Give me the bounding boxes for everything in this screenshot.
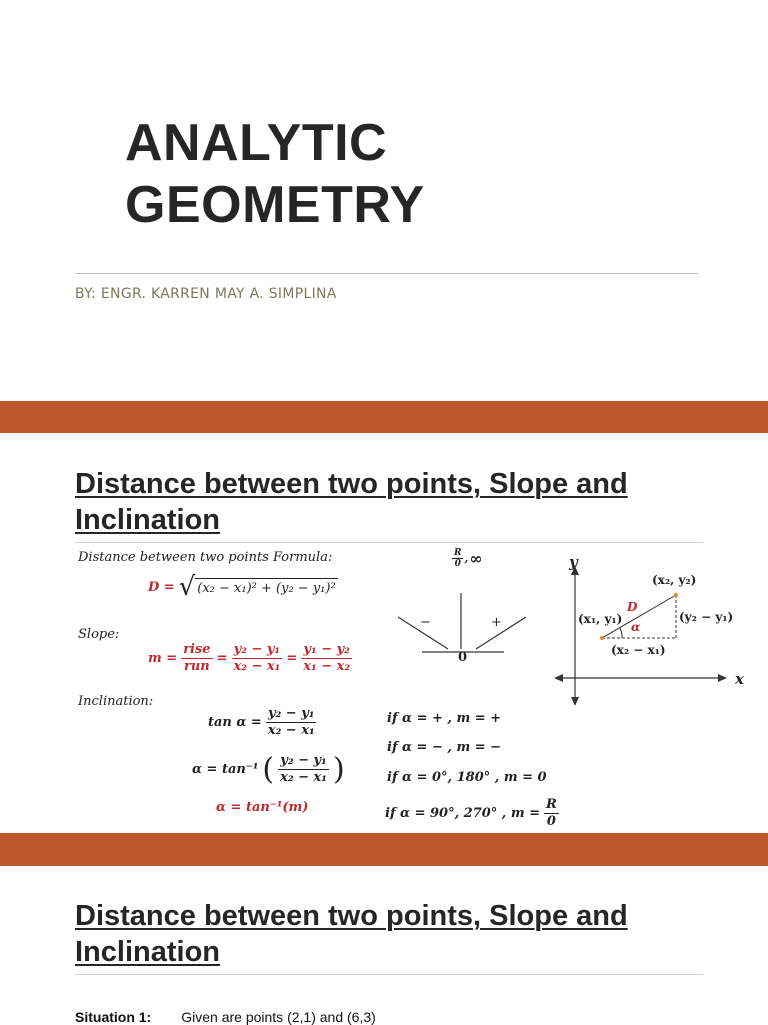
- slide-3-divider: [75, 974, 703, 975]
- y-arrow-down-icon: [571, 697, 579, 706]
- negative-sign-label: −: [420, 615, 431, 630]
- zero-slope-label: 0: [458, 650, 468, 665]
- alpha-formula: [192, 753, 345, 786]
- distance-formula: [148, 574, 338, 600]
- vertical-slope-label: [452, 548, 483, 569]
- tan-formula: [208, 706, 317, 739]
- equals-sign: =: [216, 651, 228, 666]
- slide-separator-band: [0, 833, 768, 866]
- paren-left: (: [262, 751, 275, 787]
- point-1-marker: [600, 636, 604, 640]
- y-axis-label: y: [569, 553, 578, 571]
- title-divider: [75, 273, 698, 274]
- slide-3-title-line-1: Distance between two points, Slope and: [75, 900, 628, 932]
- point-1-label: (x₁, y₁): [578, 612, 623, 626]
- rise: rise: [183, 642, 211, 657]
- r-over-zero: [452, 548, 463, 569]
- inclination-label: Inclination:: [78, 694, 154, 709]
- slide-3-title-line-2: Inclination: [75, 936, 220, 968]
- frac-den: 0: [546, 814, 556, 829]
- distance-d-label: D: [627, 600, 638, 614]
- condition-zero: if α = 0°, 180° , m = 0: [387, 770, 547, 785]
- condition-positive: if α = + , m = +: [387, 711, 502, 726]
- alpha-m-formula: α = tan⁻¹(m): [216, 800, 309, 815]
- slope-formula: [148, 642, 352, 675]
- alpha-lhs: α = tan⁻¹: [192, 762, 259, 777]
- coordinate-axes-figure: [550, 560, 740, 710]
- distance-radicand: (x₂ − x₁)² + (y₂ − y₁)²: [195, 578, 337, 596]
- situation-text: Given are points (2,1) and (6,3): [181, 1009, 376, 1025]
- infinity-icon: ∞: [469, 549, 483, 568]
- frac-den: 0: [454, 559, 461, 569]
- sqrt-icon: √: [178, 572, 196, 602]
- slope-fraction-3: [301, 642, 352, 675]
- situation-label: Situation 1:: [75, 1009, 152, 1025]
- frac-den: x₁ − x₂: [303, 659, 351, 674]
- rise-label: (y₂ − y₁): [679, 610, 734, 624]
- condition-negative: if α = − , m = −: [387, 740, 502, 755]
- slide-2-title-line-2: Inclination: [75, 504, 220, 536]
- equals-sign: =: [286, 651, 298, 666]
- x-arrow-right-icon: [718, 674, 727, 682]
- alpha-fraction: [278, 753, 329, 786]
- slope-label: Slope:: [78, 627, 120, 642]
- tan-lhs: tan α =: [208, 715, 262, 730]
- tan-fraction: [266, 706, 317, 739]
- x-axis-label: x: [735, 670, 744, 688]
- title-line-1: ANALYTIC: [125, 114, 388, 172]
- situation-1: [75, 1009, 376, 1025]
- alpha-angle-label: α: [631, 620, 641, 634]
- point-2-marker: [674, 593, 678, 597]
- run-label: (x₂ − x₁): [611, 643, 666, 657]
- title-line-2: GEOMETRY: [125, 176, 425, 234]
- run: run: [184, 659, 210, 674]
- frac-den: x₂ − x₁: [267, 723, 315, 738]
- point-2-label: (x₂, y₂): [652, 573, 697, 587]
- frac-num: y₂ − y₁: [280, 753, 327, 768]
- frac-num: y₂ − y₁: [233, 642, 281, 657]
- slope-m: m =: [148, 651, 178, 666]
- frac-den: x₂ − x₁: [280, 770, 327, 785]
- author-byline: BY: ENGR. KARREN MAY A. SIMPLINA: [75, 286, 337, 302]
- distance-lhs: D =: [148, 579, 175, 595]
- slope-rise-run: [181, 642, 212, 675]
- frac-den: x₂ − x₁: [233, 659, 281, 674]
- cond4-fraction: [544, 797, 559, 830]
- x-arrow-left-icon: [554, 674, 563, 682]
- frac-num: R: [546, 797, 557, 812]
- positive-sign-label: +: [491, 615, 502, 630]
- cond4-prefix: if α = 90°, 270° , m =: [385, 806, 541, 821]
- paren-right: ): [332, 751, 345, 787]
- distance-label: Distance between two points Formula:: [78, 550, 333, 565]
- frac-num: y₁ − y₂: [303, 642, 350, 657]
- slide-3-title: [75, 898, 628, 970]
- slope-fraction-2: [231, 642, 282, 675]
- frac-num: R: [454, 548, 462, 558]
- slide-2-divider: [75, 542, 703, 543]
- slide-separator-band: [0, 401, 768, 433]
- slide-2-title: [75, 466, 628, 538]
- main-title: [125, 112, 425, 236]
- label-sep: ,: [464, 552, 469, 565]
- slide-2-title-line-1: Distance between two points, Slope and: [75, 468, 628, 500]
- angle-arc: [620, 628, 622, 638]
- condition-undefined: [385, 797, 559, 830]
- frac-num: y₂ − y₁: [268, 706, 315, 721]
